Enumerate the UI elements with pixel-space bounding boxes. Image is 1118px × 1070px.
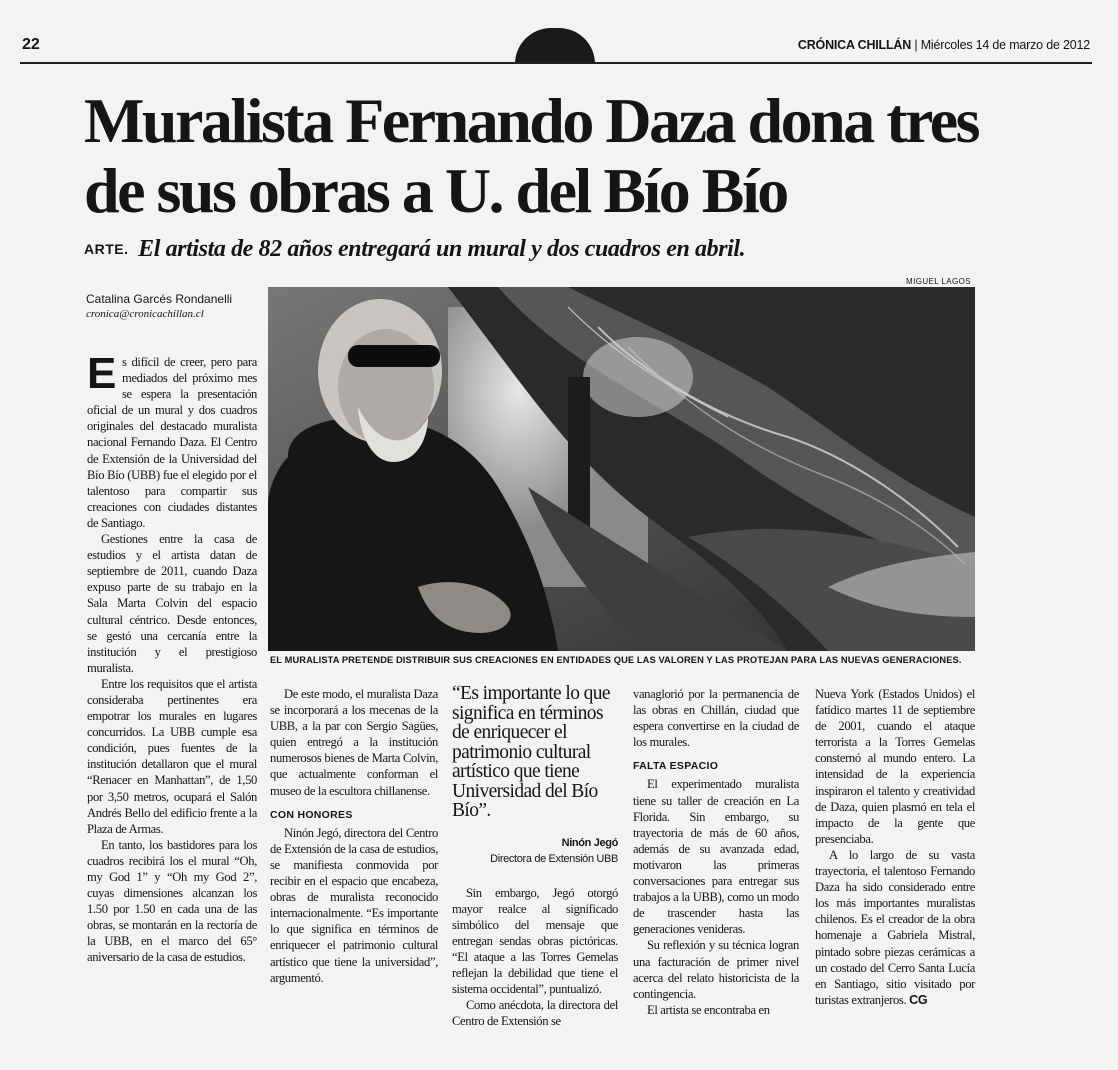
- paragraph: vanaglorió por la permanencia de las obras en Chillán, ciudad que espera convertirse en la ciudad de los murales.: [633, 687, 799, 750]
- subhead: CON HONORES: [270, 808, 353, 821]
- publication-name: CRÓNICA CHILLÁN: [797, 38, 912, 52]
- paragraph: Gestiones entre la casa de estudios y el artista datan de septiembre de 2011, cuando Daza expuso parte de su trabajo en la Sala Marta Colvin del espacio cultural céntrico. Desde entonces, se gestó una cercanía entre la institución y el prestigioso muralista.: [87, 532, 257, 675]
- pull-quote: “Es importante lo que significa en términos de enriquecer el patrimonio cultural artístico que tiene Universidad del Bío Bío”.: [452, 683, 610, 821]
- paragraph: Como anécdota, la directora del Centro de Extensión se: [452, 998, 618, 1029]
- paragraph: El experimentado muralista tiene su taller de creación en La Florida. Sin embargo, su trayectoria de más de 60 años, además de su avanzada edad, motivaron las primeras conversaciones para entregar sus trabajos a la UBB), como un modo de trascender hasta las generaciones venideras.: [633, 777, 799, 937]
- end-mark: CG: [909, 992, 928, 1007]
- masthead: [798, 38, 1090, 52]
- paragraph: [87, 349, 257, 531]
- page-number: 22: [22, 36, 40, 53]
- column-5: [815, 686, 975, 1008]
- paragraph-text: A lo largo de su vasta trayectoria, el talentoso Fernando Daza ha sido considerado entre los más importantes muralistas chilenos. Es el creador de la obra homenaje a Gabriela Mistral, pintado sobre piezas cerámicas a un costado del Cerro Santa Lucía en Santiago, sitio visitado por turistas extranjeros.: [815, 847, 975, 1007]
- paragraph: Ninón Jegó, directora del Centro de Extensión de la casa de estudios, se manifiesta conmovida por recibir en el espacio que encabeza, obras de muralista reconocido internacionalmente. “Es importante lo que significa en términos de enriquecer el patrimonio cultural artístico que tiene la universidad”, argumentó.: [270, 825, 438, 985]
- article-photo: [268, 287, 975, 651]
- muralist-photo-illustration: [268, 287, 975, 651]
- deck: [84, 236, 984, 263]
- photo-caption: EL MURALISTA PRETENDE DISTRIBUIR SUS CREACIONES EN ENTIDADES QUE LAS VALOREN Y LAS PROTEJAN PARA LAS NUEVAS GENERACIONES.: [270, 655, 962, 665]
- byline: [86, 292, 232, 320]
- section-kicker: ARTE.: [84, 241, 129, 257]
- column-2: [270, 686, 438, 986]
- paragraph-text: s difícil de creer, pero para mediados del próximo mes se espera la presentación oficial de un mural y dos cuadros originales del destacado muralista nacional Fernando Daza. El Centro de Extensión de la Universidad del Bío Bío (UBB) fue el elegido por el talentoso para compartir sus creaciones con ciudades distantes de Santiago.: [87, 355, 257, 530]
- subhead: FALTA ESPACIO: [633, 760, 719, 773]
- paragraph: Sin embargo, Jegó otorgó mayor realce al significado simbólico del mensaje que entregan sendas obras pictóricas. “El ataque a las Torres Gemelas reflejan la debilidad que tiene el sistema occidental”, puntualizó.: [452, 885, 618, 997]
- column-1: [87, 349, 257, 966]
- column-3: [452, 684, 618, 1030]
- paragraph: Nueva York (Estados Unidos) el fatídico martes 11 de septiembre de 2001, cuando el ataque terrorista a la Torres Gemelas consternó al mundo entero. La intensidad de la experiencia inspiraron el talento y creatividad de Daza, quien plasmó en tela el impacto de la gente que presenciaba.: [815, 687, 975, 846]
- dropcap: E: [87, 349, 116, 398]
- photo-credit: MIGUEL LAGOS: [906, 277, 971, 286]
- header-rule: [20, 62, 1092, 64]
- paragraph: El artista se encontraba en: [647, 1002, 770, 1017]
- deck-text: El artista de 82 años entregará un mural y dos cuadros en abril.: [138, 236, 746, 262]
- paragraph: Entre los requisitos que el artista consideraba pertinentes era empotrar los murales en lugares concurridos. La UBB cumple esa condición, pues fuentes de la institución detallaron que el mural “Renacer en Manhattan”, de 1,50 por 3,50 metros, ocupará el Salón Andrés Bello del edificio frente a la Plaza de Armas.: [87, 676, 257, 836]
- paragraph: De este modo, el muralista Daza se incorporará a los mecenas de la UBB, a la par con Sergio Sagües, quien entregó a la institución numerosos bienes de Marta Colvin, que actualmente conforman el museo de la escultora chillanense.: [270, 687, 438, 798]
- paragraph: Su reflexión y su técnica logran una facturación de primer nivel acerca del relato historicista de la contingencia.: [633, 938, 799, 1001]
- column-4: [633, 686, 799, 1018]
- quote-role: Directora de Extensión UBB: [490, 852, 618, 865]
- paragraph: En tanto, los bastidores para los cuadros recibirá los el mural “Oh, my God 1” y “Oh my God 2”, cuyas dimensiones alcanzan los 1.50 por 1.50 en cada una de las obras, se montarán en la rectoría de la UBB, en el marco del 65° aniversario de la casa de estudios.: [87, 837, 257, 965]
- author-name: Catalina Garcés Rondanelli: [86, 292, 233, 306]
- author-email: cronica@cronicachillan.cl: [86, 308, 204, 320]
- headline: Muralista Fernando Daza dona tres de sus obras a U. del Bío Bío: [84, 85, 979, 226]
- photo-edge-head: [515, 28, 595, 64]
- quote-author: Ninón Jegó: [561, 836, 618, 849]
- issue-date: | Miércoles 14 de marzo de 2012: [914, 38, 1090, 52]
- paragraph: [815, 847, 975, 1008]
